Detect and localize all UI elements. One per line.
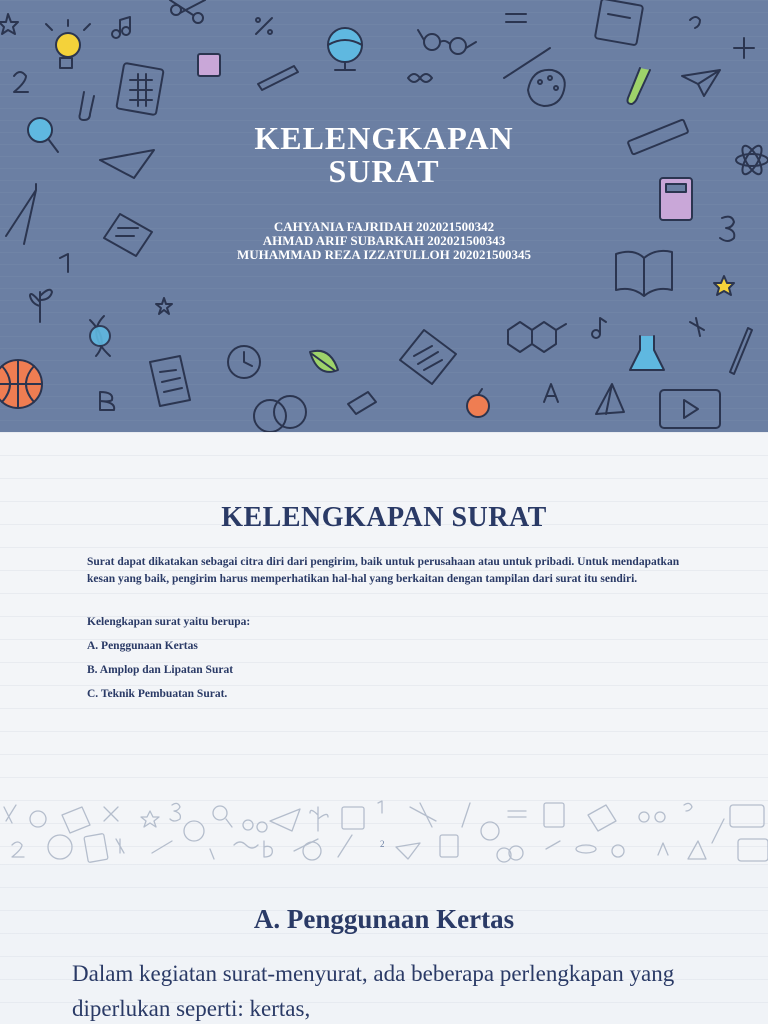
question-icon (690, 17, 700, 28)
letter-b-icon (100, 392, 114, 410)
globe-icon (328, 28, 362, 70)
test-tube-icon (628, 68, 651, 104)
lightbulb-icon (46, 20, 90, 68)
triangle-ruler-icon (270, 809, 300, 831)
paintbrush-icon (504, 48, 550, 78)
doodle-strip (0, 797, 768, 864)
paper-icon (62, 807, 90, 833)
number-2-icon (12, 842, 24, 857)
leaf-icon (310, 351, 338, 372)
notepad-icon (588, 805, 616, 831)
atom-icon (576, 845, 596, 853)
pen-icon (730, 328, 752, 374)
pencil-icon (152, 841, 172, 853)
star-icon (156, 298, 172, 314)
letter-a-icon (544, 384, 558, 402)
clock-icon (228, 346, 260, 378)
equals-icon (506, 14, 526, 22)
plant-icon (30, 290, 52, 322)
compass-icon (410, 803, 436, 827)
list-intro: Kelengkapan surat yaitu berupa: (87, 616, 251, 628)
document-icon (150, 356, 190, 406)
paper-plane-icon (682, 70, 720, 96)
slide-title: KELENGKAPAN SURAT (221, 502, 547, 533)
flask-icon (630, 336, 664, 370)
test-tube-icon (338, 835, 352, 857)
author-3: MUHAMMAD REZA IZZATULLOH 202021500345 (236, 247, 532, 262)
glasses-icon (243, 820, 253, 830)
eraser-icon (546, 841, 560, 849)
number-2-icon (14, 72, 28, 92)
pin-icon (690, 318, 704, 336)
glasses-icon (639, 812, 649, 822)
list-item: B. Amplop dan Lipatan Surat (87, 664, 234, 676)
paper-plane-icon (396, 843, 420, 859)
number-1-icon (378, 801, 382, 813)
question-icon (684, 803, 692, 811)
infinity-icon (408, 74, 432, 82)
paperclip-icon (210, 849, 214, 859)
letter-a-icon (658, 843, 668, 855)
video-icon (660, 390, 720, 428)
star-icon (0, 14, 18, 34)
sticky-note-icon (198, 54, 220, 76)
music-note-icon (112, 17, 130, 38)
letter-b-icon (264, 841, 272, 857)
apple-icon (467, 389, 489, 417)
open-book-icon (730, 805, 764, 827)
pencil-icon (258, 66, 298, 90)
notebook-icon (595, 0, 643, 45)
palette-icon (303, 842, 321, 860)
video-icon (738, 839, 768, 861)
list-item: C. Teknik Pembuatan Surat. (87, 688, 228, 700)
paperclip-icon (80, 92, 95, 120)
doodle-background (0, 0, 768, 432)
pencil-icon (462, 803, 470, 827)
basketball-icon (48, 835, 72, 859)
infinity-icon (234, 842, 258, 848)
author-2: AHMAD ARIF SUBARKAH 202021500343 (262, 233, 506, 248)
author-1: CAHYANIA FAJRIDAH 202021500342 (273, 219, 495, 234)
content-slide (0, 432, 768, 864)
page-number: 2 (380, 839, 385, 849)
document-icon (544, 803, 564, 827)
venn-icon (254, 396, 306, 432)
star-icon (141, 811, 159, 827)
pyramid-icon (596, 384, 624, 414)
flask-icon (712, 819, 724, 843)
scissors-icon (4, 805, 16, 823)
dna-icon (90, 316, 110, 356)
slide-title-line-2: SURAT (328, 153, 440, 189)
eraser-icon (348, 392, 376, 414)
magnifier-icon (213, 806, 227, 820)
scissors-icon (170, 0, 205, 23)
music-note-icon (116, 839, 124, 853)
basketball-icon (0, 360, 42, 408)
clock-icon (481, 822, 499, 840)
scissors-icon (104, 807, 118, 821)
lightbulb-icon (30, 811, 46, 827)
plus-icon (734, 38, 754, 58)
star-icon (714, 276, 734, 295)
pyramid-icon (688, 841, 706, 859)
equals-icon (508, 811, 526, 817)
molecule-icon (508, 322, 566, 352)
calculator-hand-icon (440, 835, 458, 857)
calculator-icon (116, 63, 163, 115)
section-title: A. Penggunaan Kertas (253, 904, 515, 934)
globe-icon (184, 821, 204, 841)
notebook-icon (342, 807, 364, 829)
slide-title-line-1: KELENGKAPAN (254, 120, 514, 156)
section-paragraph: Dalam kegiatan surat-menyurat, ada beberapa perlengkapan yang diperlukan seperti: kertas, (72, 961, 675, 1021)
music-note-icon (592, 318, 606, 338)
notepad-icon (400, 330, 456, 384)
list-item: A. Penggunaan Kertas (87, 640, 198, 652)
apple-icon (612, 845, 624, 857)
intro-paragraph: Surat dapat dikatakan sebagai citra diri dari pengirim, baik untuk perusahaan atau untuk pribadi. Untuk mendapatkan kesan yang baik, pengirim harus memperhatikan hal-hal yang berkaitan dengan tampilan dari surat itu sendiri. (87, 556, 680, 585)
number-3-icon (170, 803, 180, 821)
section-slide (0, 864, 768, 1024)
plant-icon (310, 807, 328, 831)
percent-icon (256, 18, 272, 34)
calculator-icon (84, 833, 108, 862)
title-slide (0, 0, 768, 432)
palette-icon (528, 70, 565, 106)
glasses-icon (418, 30, 476, 54)
